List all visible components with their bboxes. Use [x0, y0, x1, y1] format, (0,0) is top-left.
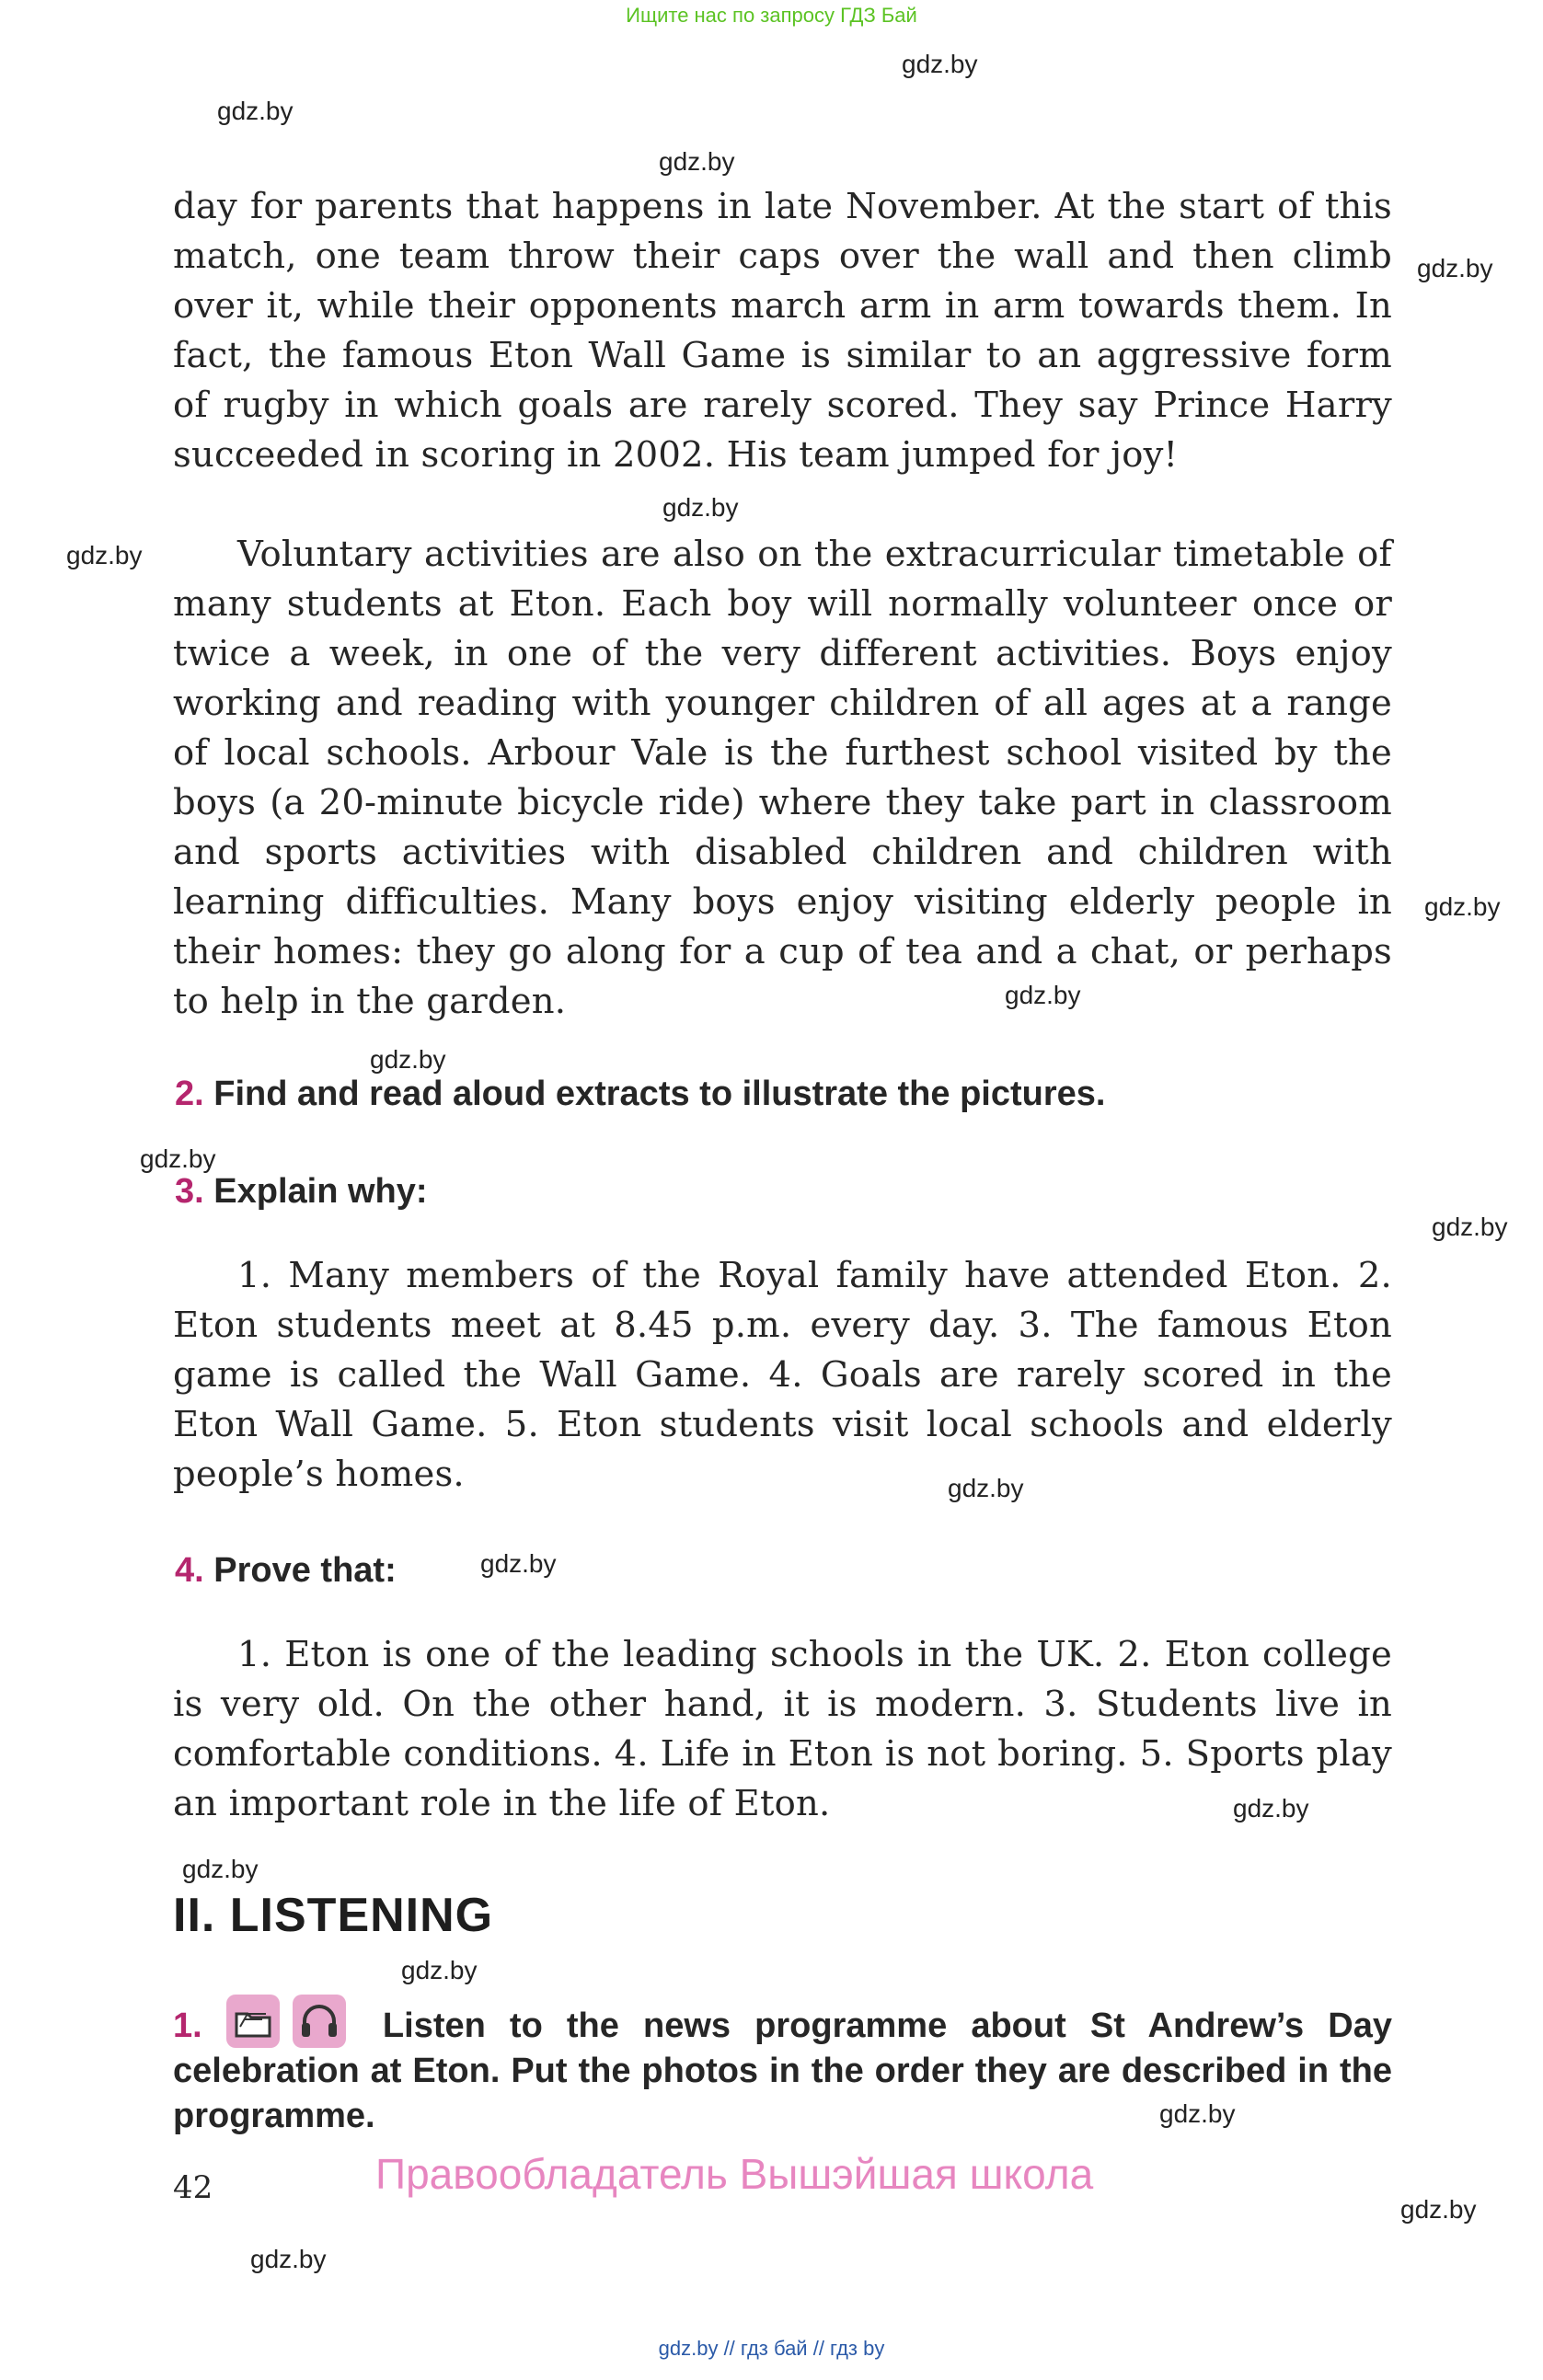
headphones-icon [293, 1995, 346, 2048]
watermark: gdz.by [1417, 254, 1493, 282]
task-instruction: Explain why: [213, 1172, 428, 1211]
copyright-notice: Правообладатель Вышэйшая школа [375, 2150, 1094, 2198]
task-number: 1. [173, 2006, 202, 2045]
watermark: gdz.by [902, 50, 978, 78]
section-heading-listening: II. LISTENING [173, 1889, 494, 1942]
watermark: gdz.by [1432, 1213, 1508, 1241]
task-4-items: 1. Eton is one of the leading schools in the UK. 2. Eton college is very old. On the other hand, it is modern. 3. Students live in comfortable conditions. 4. Life in Eton is not boring. 5. Sports play an important role in the life of Eton. [173, 1634, 1392, 1824]
task-number: 2. [175, 1075, 204, 1113]
task-4 [175, 1551, 397, 1591]
watermark: gdz.by [66, 541, 143, 569]
watermark: gdz.by [1233, 1794, 1309, 1822]
watermark: gdz.by [659, 147, 735, 176]
watermark: gdz.by [140, 1144, 216, 1173]
task-instruction: Find and read aloud extracts to illustrate the pictures. [213, 1075, 1106, 1113]
watermark: gdz.by [182, 1855, 259, 1883]
watermark: gdz.by [1400, 2195, 1477, 2224]
paragraph-voluntary-activities: Voluntary activities are also on the extracurricular timetable of many students at Eton. Each boy will normally volunteer once or twice a week, in one of the very different activities. Boys enjoy working and reading with younger children of all ages at a range of local schools. Arbour Vale is the furthest school visited by the boys (a 20-minute bicycle ride) where they take part in classroom and sports activities with disabled children and children with learning difficulties. Many boys enjoy visiting elderly people in their homes: they go along for a cup of tea and a chat, or perhaps to help in the garden. [173, 534, 1392, 1022]
task-number: 4. [175, 1551, 204, 1590]
watermark: gdz.by [370, 1045, 446, 1074]
task-2 [175, 1075, 1105, 1114]
task-number: 3. [175, 1172, 204, 1211]
watermark: gdz.by [662, 493, 739, 522]
task-3-items: 1. Many members of the Royal family have attended Eton. 2. Eton students meet at 8.45 p.m. every day. 3. The famous Eton game is called the Wall Game. 4. Goals are rarely scored in the Eton Wall Game. 5. Eton students visit local schools and elderly people’s homes. [173, 1255, 1392, 1495]
paragraph-wall-game: day for parents that happens in late November. At the start of this match, one team throw their caps over the wall and then climb over it, while their opponents march arm in arm towards them. In fact, the famous Eton Wall Game is similar to an aggressive form of rugby in which goals are rarely scored. They say Prince Harry succeeded in scoring in 2002. His team jumped for joy! [173, 186, 1392, 476]
watermark: gdz.by [217, 97, 294, 125]
watermark: gdz.by [1424, 892, 1501, 921]
listening-task-1 [173, 1995, 1392, 2139]
watermark: gdz.by [1159, 2099, 1236, 2128]
watermark: gdz.by [948, 1474, 1024, 1502]
task-instruction: Listen to the news programme about St Andrew’s Day celebration at Eton. Put the photos in the order they are described in the programme. [173, 2006, 1392, 2135]
watermark: gdz.by [401, 1956, 478, 1984]
watermark: gdz.by [250, 2245, 327, 2273]
task-instruction: Prove that: [213, 1551, 397, 1590]
search-note: Ищите нас по запросу ГДЗ Бай [626, 4, 917, 27]
watermark: gdz.by [1005, 981, 1081, 1009]
watermark: gdz.by [480, 1549, 557, 1578]
footer-links[interactable]: gdz.by // гдз бай // гдз by [658, 2337, 885, 2360]
page-number: 42 [173, 2169, 213, 2206]
folder-icon [226, 1995, 280, 2048]
task-3 [175, 1172, 428, 1212]
